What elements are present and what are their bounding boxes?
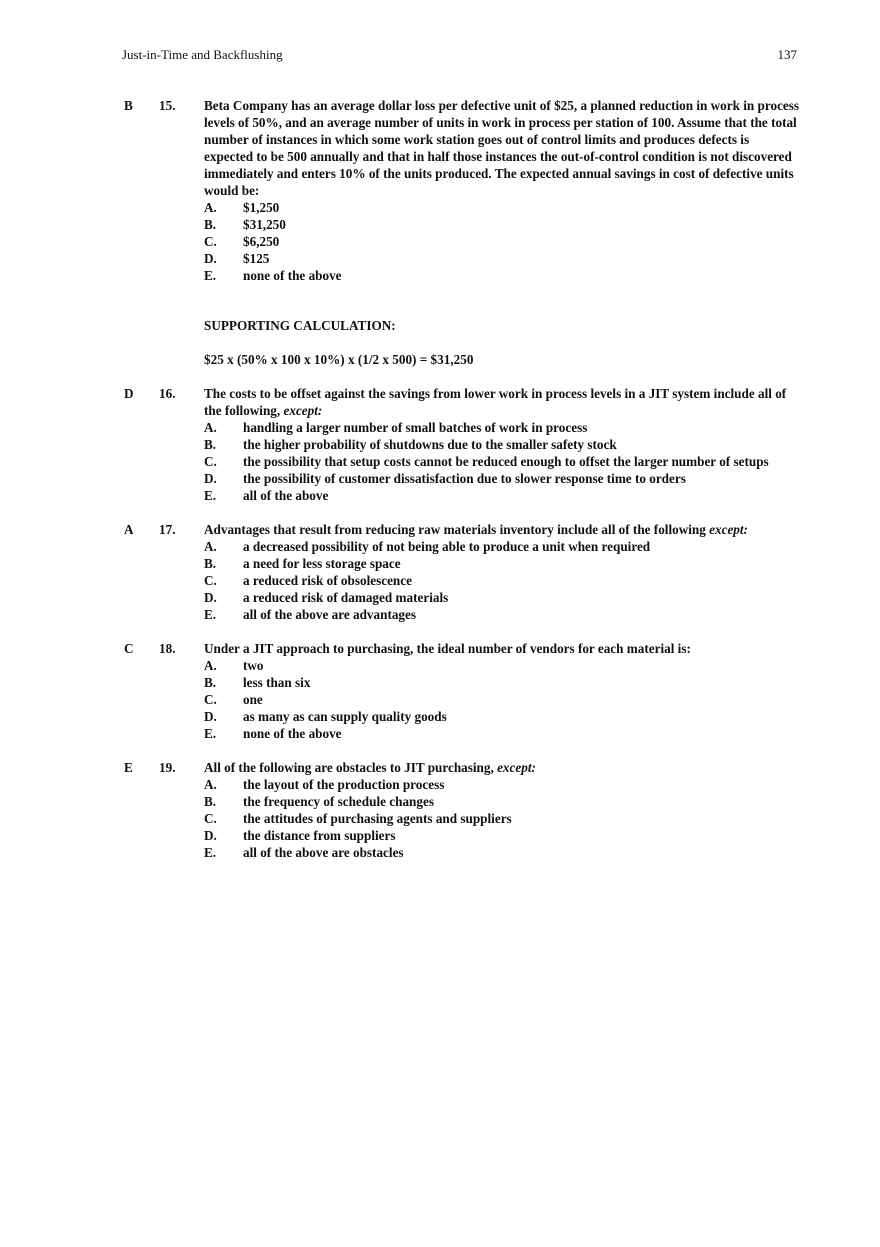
options-list xyxy=(204,776,800,861)
option-a xyxy=(204,657,800,674)
option-letter: D. xyxy=(204,590,217,605)
option-text: the higher probability of shutdowns due to the smaller safety stock xyxy=(243,437,617,452)
question-stem: Advantages that result from reducing raw materials inventory include all of the following except: xyxy=(204,522,748,537)
option-text: less than six xyxy=(243,675,311,690)
supporting-calculation-formula: $25 x (50% x 100 x 10%) x (1/2 x 500) = $31,250 xyxy=(204,352,474,367)
option-letter: D. xyxy=(204,828,217,843)
supporting-calculation-label: SUPPORTING CALCULATION: xyxy=(204,318,396,333)
answer-key: C xyxy=(124,641,134,656)
question-16 xyxy=(124,385,800,504)
option-letter: C. xyxy=(204,692,217,707)
option-b xyxy=(204,674,800,691)
options-list xyxy=(204,538,800,623)
option-a xyxy=(204,199,800,216)
option-text: the frequency of schedule changes xyxy=(243,794,434,809)
options-list xyxy=(204,199,800,284)
option-letter: C. xyxy=(204,234,217,249)
except-emphasis: except: xyxy=(709,522,748,537)
answer-key: A xyxy=(124,522,134,537)
option-b xyxy=(204,216,800,233)
option-text: all of the above are obstacles xyxy=(243,845,404,860)
option-b xyxy=(204,436,800,453)
option-d xyxy=(204,589,800,606)
option-text: a reduced risk of obsolescence xyxy=(243,573,412,588)
option-e xyxy=(204,606,800,623)
question-stem: All of the following are obstacles to JIT purchasing, except: xyxy=(204,760,536,775)
question-list xyxy=(124,97,800,878)
question-18 xyxy=(124,640,800,742)
question-stem: Beta Company has an average dollar loss per defective unit of $25, a planned reduction in work in process levels of 50%, and an average number of units in work in process per station of 100. Assume that the total number of instances in which some work station goes out of control limits and produces defects is expected to be 500 annually and that in half those instances the out-of-control condition is not discovered immediately and enters 10% of the units produced. The expected annual savings in cost of defective units would be: xyxy=(204,98,800,198)
option-letter: A. xyxy=(204,539,217,554)
page-header xyxy=(122,47,797,65)
option-b xyxy=(204,555,800,572)
option-e xyxy=(204,267,800,284)
option-letter: B. xyxy=(204,437,217,452)
question-number: 19. xyxy=(159,760,176,775)
option-letter: B. xyxy=(204,217,217,232)
page-number: 137 xyxy=(777,47,797,62)
options-list xyxy=(204,657,800,742)
option-c xyxy=(204,572,800,589)
options-list xyxy=(204,419,800,504)
option-letter: D. xyxy=(204,251,217,266)
option-text: $6,250 xyxy=(243,234,280,249)
option-text: the layout of the production process xyxy=(243,777,445,792)
except-emphasis: except: xyxy=(283,403,323,418)
option-c xyxy=(204,691,800,708)
option-c xyxy=(204,453,800,470)
option-d xyxy=(204,470,800,487)
option-letter: C. xyxy=(204,811,217,826)
option-text: two xyxy=(243,658,264,673)
option-letter: A. xyxy=(204,777,217,792)
option-letter: A. xyxy=(204,200,217,215)
option-text: a need for less storage space xyxy=(243,556,401,571)
option-b xyxy=(204,793,800,810)
option-text: handling a larger number of small batches of work in process xyxy=(243,420,588,435)
option-a xyxy=(204,538,800,555)
question-number: 15. xyxy=(159,98,176,113)
option-c xyxy=(204,810,800,827)
option-letter: A. xyxy=(204,420,217,435)
option-letter: E. xyxy=(204,268,217,283)
option-letter: D. xyxy=(204,709,217,724)
option-letter: E. xyxy=(204,726,217,741)
option-a xyxy=(204,776,800,793)
option-letter: C. xyxy=(204,454,217,469)
option-text: none of the above xyxy=(243,726,342,741)
option-d xyxy=(204,827,800,844)
option-a xyxy=(204,419,800,436)
option-e xyxy=(204,725,800,742)
option-text: $1,250 xyxy=(243,200,280,215)
option-text: $125 xyxy=(243,251,270,266)
option-letter: C. xyxy=(204,573,217,588)
option-text: none of the above xyxy=(243,268,342,283)
option-e xyxy=(204,487,800,504)
option-text: $31,250 xyxy=(243,217,286,232)
answer-key: D xyxy=(124,386,134,401)
option-text: a decreased possibility of not being able to produce a unit when required xyxy=(243,539,651,554)
chapter-title: Just-in-Time and Backflushing xyxy=(122,47,283,62)
answer-key: B xyxy=(124,98,133,113)
option-text: the possibility of customer dissatisfaction due to slower response time to orders xyxy=(243,471,686,486)
option-text: a reduced risk of damaged materials xyxy=(243,590,449,605)
supporting-calculation xyxy=(204,317,800,368)
option-letter: B. xyxy=(204,794,217,809)
option-letter: E. xyxy=(204,607,217,622)
option-letter: A. xyxy=(204,658,217,673)
option-text: one xyxy=(243,692,263,707)
option-letter: D. xyxy=(204,471,217,486)
question-number: 18. xyxy=(159,641,176,656)
option-text: the distance from suppliers xyxy=(243,828,396,843)
question-17 xyxy=(124,521,800,623)
option-letter: E. xyxy=(204,845,217,860)
option-text: all of the above xyxy=(243,488,329,503)
question-stem: Under a JIT approach to purchasing, the ideal number of vendors for each material is: xyxy=(204,641,691,656)
option-text: the possibility that setup costs cannot be reduced enough to offset the larger number of setups xyxy=(243,454,769,469)
option-text: the attitudes of purchasing agents and suppliers xyxy=(243,811,512,826)
question-15 xyxy=(124,97,800,368)
question-number: 16. xyxy=(159,386,176,401)
option-c xyxy=(204,233,800,250)
option-d xyxy=(204,250,800,267)
option-e xyxy=(204,844,800,861)
option-letter: E. xyxy=(204,488,217,503)
question-number: 17. xyxy=(159,522,176,537)
question-stem: The costs to be offset against the savings from lower work in process levels in a JIT system include all of the following, except: xyxy=(204,386,787,418)
answer-key: E xyxy=(124,760,133,775)
option-text: all of the above are advantages xyxy=(243,607,417,622)
question-19 xyxy=(124,759,800,861)
option-d xyxy=(204,708,800,725)
option-letter: B. xyxy=(204,675,217,690)
option-letter: B. xyxy=(204,556,217,571)
option-text: as many as can supply quality goods xyxy=(243,709,447,724)
except-emphasis: except: xyxy=(497,760,536,775)
